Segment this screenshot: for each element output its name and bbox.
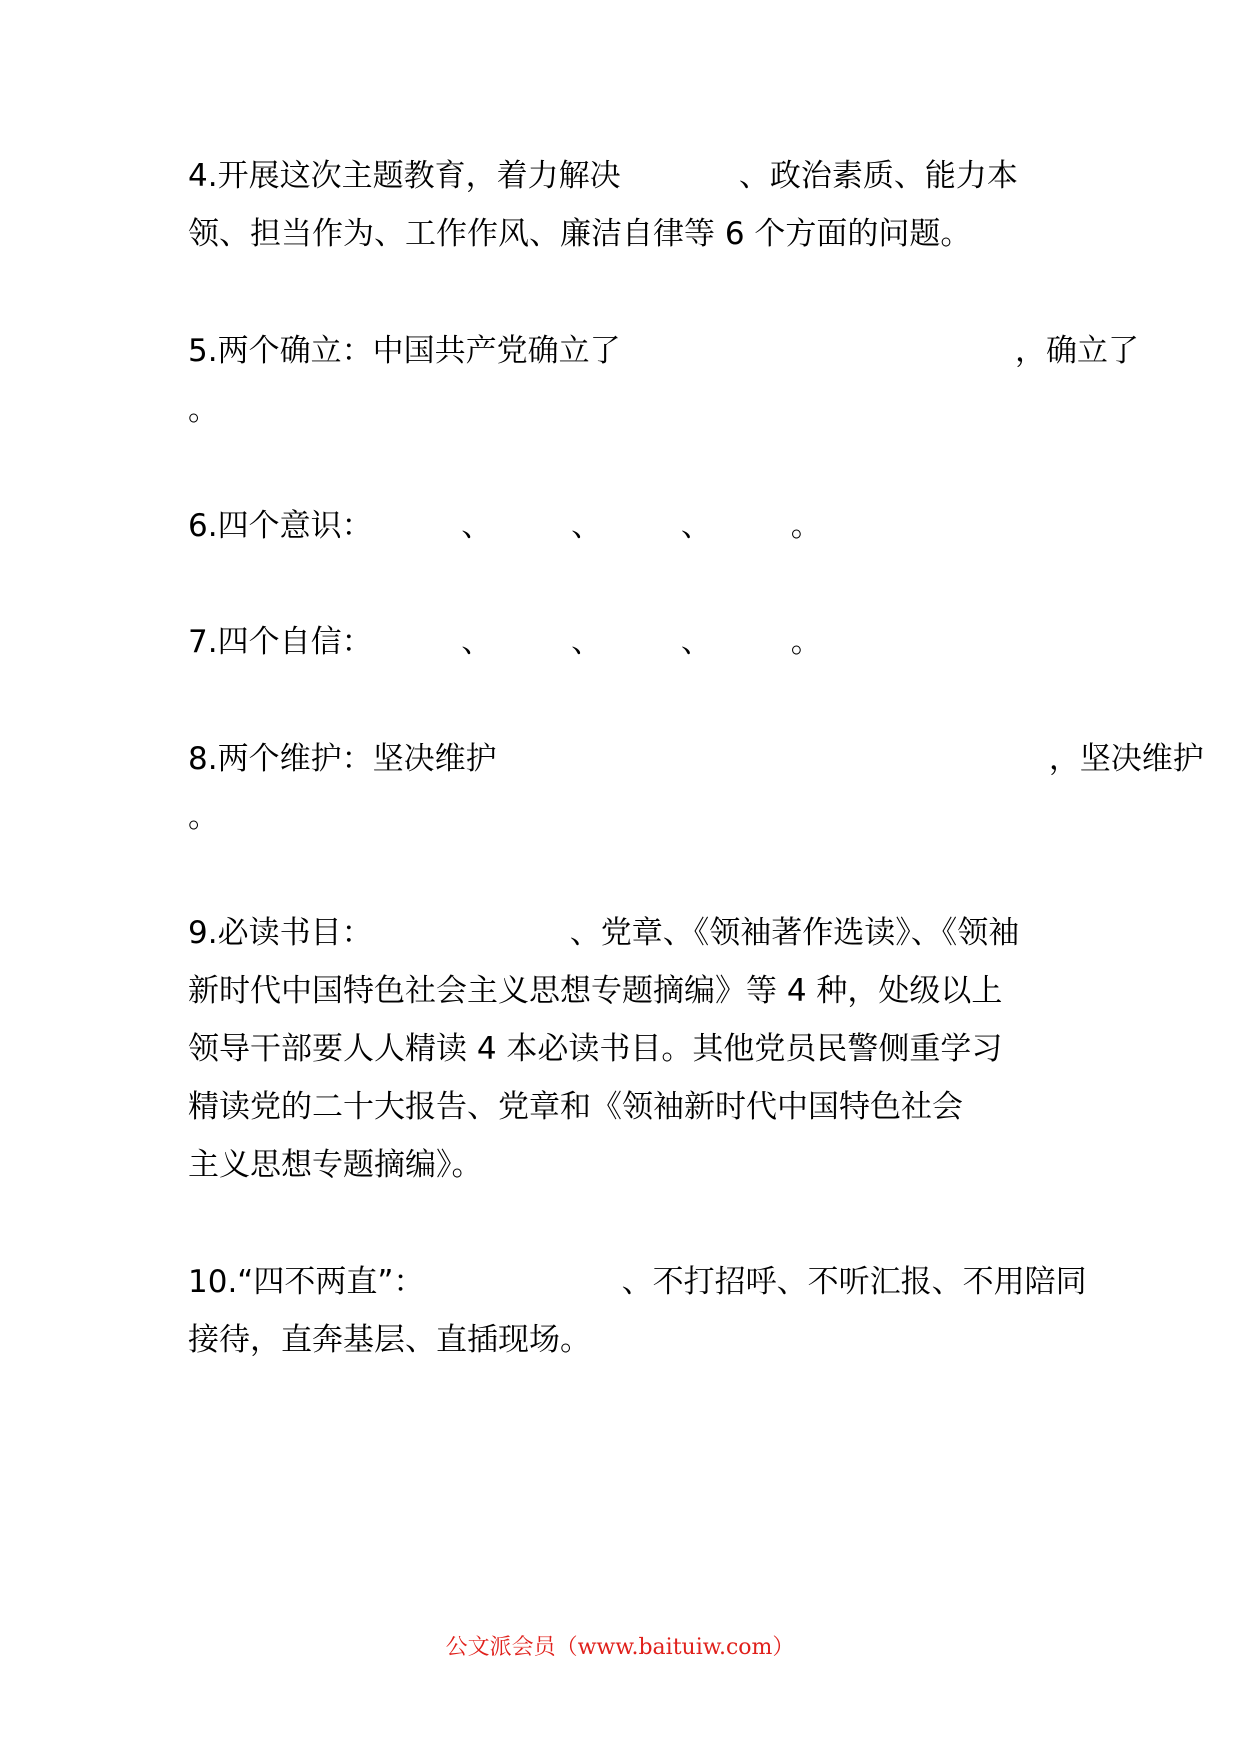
item-8-line-2 — [188, 795, 1058, 839]
item-9-text-b: 、党章、《领袖著作选读》、《领袖 — [569, 915, 1020, 951]
item-10-line-1 — [188, 1260, 1087, 1304]
item-4-text-a: 4.开展这次主题教育，着力解决 — [188, 158, 621, 194]
item-7-text: 7.四个自信： 、 、 、 。 — [188, 624, 822, 660]
item-4-text-b: 、政治素质、能力本 — [738, 158, 1018, 194]
item-7-line-1 — [188, 620, 1058, 664]
item-5-text: 。 — [188, 392, 219, 428]
item-10-text-b: 、不打招呼、不听汇报、不用陪同 — [621, 1264, 1087, 1300]
item-4-text: 领、担当作为、工作作风、廉洁自律等 6 个方面的问题。 — [188, 216, 972, 252]
item-8-text-a: 8.两个维护：坚决维护 — [188, 741, 497, 777]
item-9-line-3 — [188, 1027, 1058, 1071]
footer-watermark[interactable]: 公文派会员（www.baituiw.com） — [445, 1635, 795, 1660]
item-10-text-a: 10.“四不两直”： — [188, 1264, 425, 1300]
item-10-line-2 — [188, 1318, 1058, 1362]
item-8-text-b: ，坚决维护 — [1048, 741, 1204, 777]
item-9-line-5 — [188, 1143, 1058, 1187]
item-9-text: 新时代中国特色社会主义思想专题摘编》等 4 种，处级以上 — [188, 973, 1003, 1009]
item-9-text: 主义思想专题摘编》。 — [188, 1147, 483, 1183]
item-5-text-b: ，确立了 — [1015, 333, 1140, 369]
item-4-line-2 — [188, 212, 1058, 256]
item-9-line-1 — [188, 911, 1058, 955]
item-5-line-1 — [188, 329, 1140, 373]
item-4-line-1 — [188, 154, 1058, 198]
item-9-text: 领导干部要人人精读 4 本必读书目。其他党员民警侧重学习 — [188, 1031, 1003, 1067]
item-9-line-2 — [188, 969, 1058, 1013]
item-5-line-2 — [188, 388, 1058, 432]
item-9-text-a: 9.必读书目： — [188, 915, 373, 951]
item-5-text-a: 5.两个确立：中国共产党确立了 — [188, 333, 621, 369]
item-8-line-1 — [188, 737, 1204, 781]
item-9-line-4 — [188, 1085, 1058, 1129]
item-6-text: 6.四个意识： 、 、 、 。 — [188, 508, 822, 544]
item-6-line-1 — [188, 504, 1058, 548]
item-8-text: 。 — [188, 799, 219, 835]
item-9-text: 精读党的二十大报告、党章和《领袖新时代中国特色社会 — [188, 1089, 963, 1125]
item-10-text: 接待，直奔基层、直插现场。 — [188, 1322, 591, 1358]
